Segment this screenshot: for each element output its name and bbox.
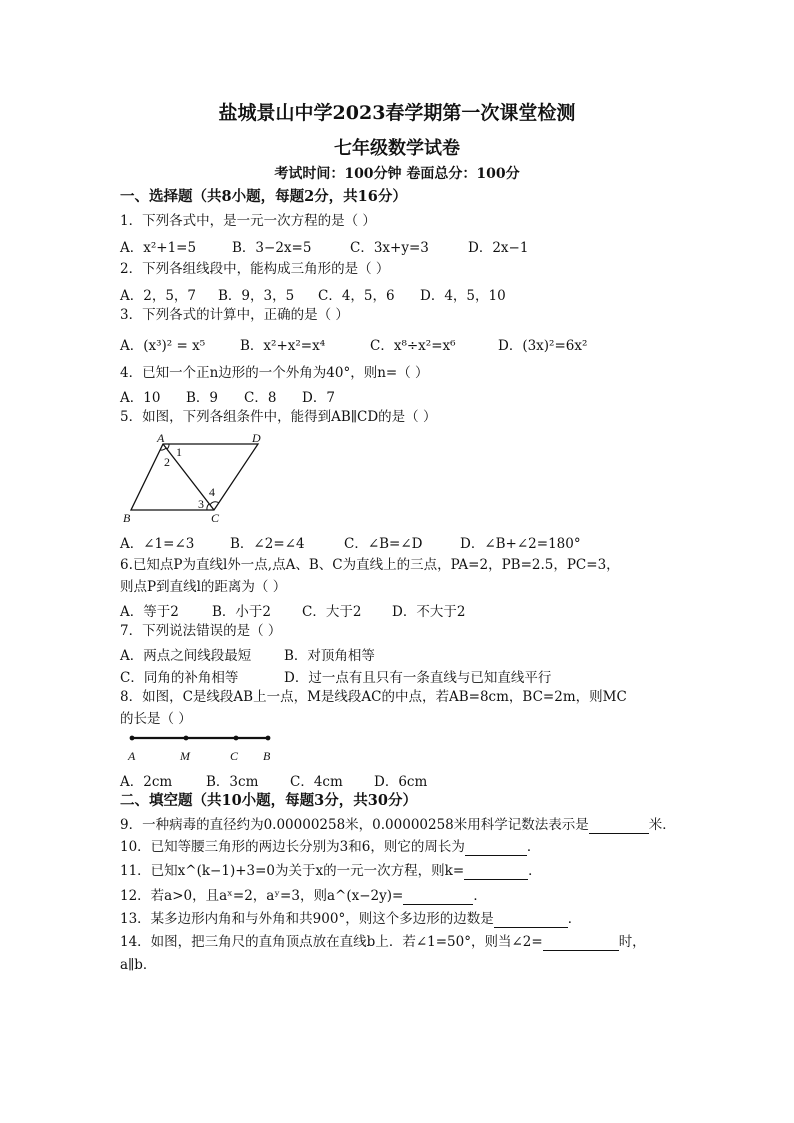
q7-stem: 7．下列说法错误的是（ ） (120, 623, 282, 639)
q11-text-end: ． (528, 863, 542, 879)
label-angle-2: 2 (164, 455, 170, 469)
q3-option-b: B．x²+x²=x⁴ (240, 338, 326, 354)
q12-answer-blank[interactable] (403, 904, 473, 905)
q8-stem-line2: 的长是（ ） (120, 711, 192, 727)
q5-parallelogram-figure (118, 430, 268, 526)
q12-line (120, 887, 487, 905)
q8-option-d: D．6cm (374, 774, 428, 790)
label-m: M (180, 749, 190, 763)
q1-option-a: A．x²+1=5 (120, 240, 197, 256)
q7-option-a: A．两点之间线段最短 (120, 648, 252, 664)
exam-info: 考试时间：100分钟 卷面总分：100分 (274, 166, 520, 182)
label-angle-4: 4 (209, 485, 215, 499)
exam-subtitle: 七年级数学试卷 (334, 138, 460, 159)
q3-option-a: A．(x³)² = x⁵ (120, 338, 206, 354)
q8-option-a: A．2cm (120, 774, 173, 790)
q2-option-b: B．9，3，5 (218, 288, 295, 304)
q3-stem: 3．下列各式的计算中，正确的是（ ） (120, 307, 349, 323)
q9-text-end: 米． (648, 817, 676, 833)
q4-option-a: A．10 (120, 390, 161, 406)
label-angle-3: 3 (198, 497, 204, 511)
q5-option-b: B．∠2=∠4 (230, 536, 305, 552)
q8-option-c: C．4cm (290, 774, 343, 790)
q2-option-a: A．2，5，7 (120, 288, 197, 304)
label-c: C (230, 749, 239, 763)
q3-option-d: D．(3x)²=6x² (498, 338, 588, 354)
q11-line (120, 862, 542, 880)
q4-option-b: B．9 (186, 390, 219, 406)
q1-option-b: B．3−2x=5 (232, 240, 312, 256)
q5-option-c: C．∠B=∠D (344, 536, 423, 552)
label-point-c: C (211, 511, 220, 525)
parallelogram-outline (131, 444, 258, 510)
q3-option-c: C．x⁸÷x²=x⁶ (370, 338, 456, 354)
q14-line2: a∥b． (120, 957, 157, 973)
label-point-a: A (157, 431, 165, 445)
q6-stem: 6.已知点P为直线l外一点,点A、B、C为直线上的三点，PA=2，PB=2.5，PC=3， (120, 557, 620, 573)
exam-title: 盐城景山中学2023春学期第一次课堂检测 (218, 102, 576, 124)
q12-text-end: ． (473, 888, 487, 904)
q1-stem: 1．下列各式中，是一元一次方程的是（ ） (120, 213, 376, 229)
q10-line (120, 838, 540, 856)
q12-text: 12．若a>0，且aˣ=2，aʸ=3，则a^(x−2y)= (120, 888, 404, 904)
q14-text: 14．如图，把三角尺的直角顶点放在直线b上．若∠1=50°，则当∠2= (120, 934, 543, 950)
q13-text-end: ． (567, 911, 582, 927)
label-b: B (263, 749, 271, 763)
q5-stem: 5．如图，下列各组条件中，能得到AB∥CD的是（ ） (120, 409, 437, 425)
point-a-dot (130, 736, 135, 741)
q7-option-b: B．对顶角相等 (284, 648, 375, 664)
q6-option-d: D．不大于2 (392, 604, 466, 620)
q10-text-end: ． (526, 839, 541, 855)
q6-option-b: B．小于2 (212, 604, 272, 620)
label-a: A (128, 749, 136, 763)
label-point-b: B (123, 511, 131, 525)
q5-option-a: A．∠1=∠3 (120, 536, 195, 552)
q6-option-a: A．等于2 (120, 604, 179, 620)
q4-option-c: C．8 (244, 390, 277, 406)
q11-text: 11．已知x^(k−1)+3=0为关于x的一元一次方程，则k= (120, 863, 465, 879)
q13-text: 13．某多边形内角和与外角和共900°，则这个多边形的边数是 (120, 911, 494, 927)
angle1-arc (167, 444, 169, 449)
point-c-dot (234, 736, 239, 741)
angle3-arc (207, 504, 209, 510)
q13-answer-blank[interactable] (494, 927, 568, 928)
q1-option-d: D．2x−1 (468, 240, 529, 256)
q8-segment-figure (120, 730, 280, 766)
q8-option-b: B．3cm (206, 774, 259, 790)
q9-answer-blank[interactable] (589, 833, 649, 834)
q2-option-d: D．4，5，10 (420, 288, 506, 304)
diagonal-ac (163, 444, 214, 510)
label-angle-1: 1 (176, 445, 182, 459)
q2-stem: 2．下列各组线段中，能构成三角形的是（ ） (120, 261, 390, 277)
q9-text: 9．一种病毒的直径约为0.00000258米，0.00000258米用科学记数法表示是 (120, 817, 589, 833)
point-b-dot (266, 736, 271, 741)
q13-line (120, 910, 581, 928)
q5-option-d: D．∠B+∠2=180° (460, 536, 581, 552)
label-point-d: D (252, 431, 261, 445)
point-m-dot (184, 736, 189, 741)
section2-heading: 二、填空题（共10小题，每题3分，共30分） (120, 792, 417, 809)
q14-text-end: 时， (618, 934, 646, 950)
q6-option-c: C．大于2 (302, 604, 362, 620)
q14-answer-blank[interactable] (543, 950, 619, 951)
q14-line (120, 933, 646, 951)
q10-text: 10．已知等腰三角形的两边长分别为3和6，则它的周长为 (120, 839, 465, 855)
q6-stem-line2: 则点P到直线l的距离为（ ） (120, 579, 287, 595)
section1-heading: 一、选择题（共8小题，每题2分，共16分） (120, 188, 407, 205)
q4-option-d: D．7 (302, 390, 335, 406)
q9-line (120, 816, 676, 834)
q10-answer-blank[interactable] (465, 855, 527, 856)
q7-option-c: C．同角的补角相等 (120, 670, 239, 686)
q8-stem: 8．如图，C是线段AB上一点，M是线段AC的中点，若AB=8cm，BC=2m，则MC (120, 689, 627, 705)
q1-option-c: C．3x+y=3 (350, 240, 429, 256)
q7-option-d: D．过一点有且只有一条直线与已知直线平行 (284, 670, 552, 686)
q4-stem: 4．已知一个正n边形的一个外角为40°，则n=（ ） (120, 365, 429, 381)
q2-option-c: C．4，5，6 (318, 288, 395, 304)
q11-answer-blank[interactable] (464, 879, 528, 880)
